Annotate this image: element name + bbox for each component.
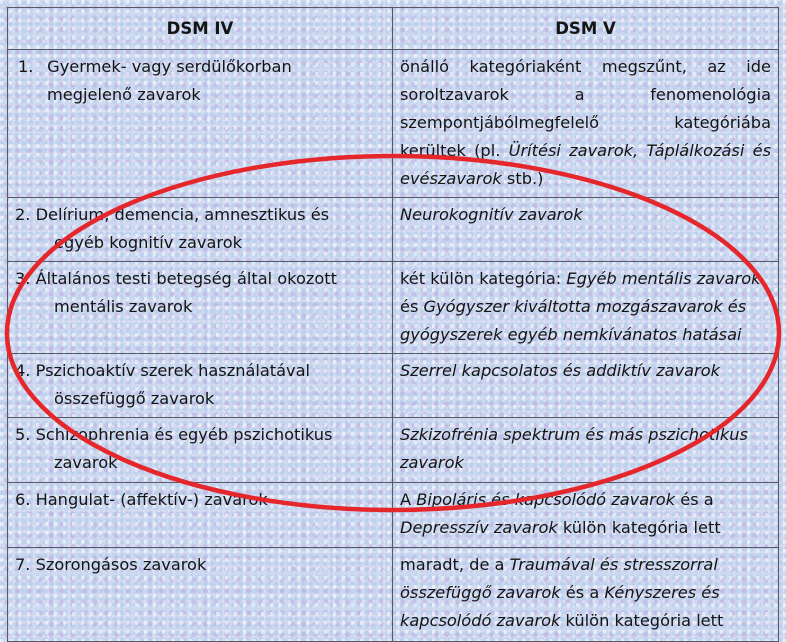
table-row (8, 262, 779, 354)
dsm-v-italic-text: Szerrel kapcsolatos és addiktív zavarok (400, 361, 720, 380)
dsm-v-cell (393, 262, 779, 354)
dsm-v-italic-text: Kényszeres és kapcsolódó zavarok (400, 583, 720, 630)
dsm-v-italic-text: Depresszív zavarok (400, 518, 558, 537)
dsm-iv-cell (8, 418, 393, 483)
dsm-v-italic-text: Ürítési zavarok, Táplálkozási és evészavarok (400, 141, 772, 188)
dsm-iv-cell (8, 483, 393, 548)
dsm-v-cell (393, 50, 779, 198)
dsm-v-italic-text: Szkizofrénia spektrum és más pszichotikus zavarok (400, 425, 748, 472)
table-row (8, 198, 779, 262)
dsm-v-italic-text: Traumával és stresszorral összefüggő zavarok (400, 555, 718, 602)
comparison-table (7, 7, 779, 642)
table-row (8, 354, 779, 418)
dsm-iv-text: összefüggő zavarok (54, 389, 215, 408)
dsm-iv-text: zavarok (54, 453, 118, 472)
dsm-v-italic-text: Neurokognitív zavarok (400, 205, 583, 224)
header-row (8, 8, 779, 50)
dsm-v-text: stb.) (501, 169, 544, 188)
dsm-v-text: és a (675, 490, 714, 509)
dsm-iv-text: Gyermek- vagy serdülőkorban (47, 57, 292, 76)
dsm-v-italic-text: Egyéb mentális zavarok (566, 269, 761, 288)
table-row (8, 483, 779, 548)
dsm-iv-cell (8, 262, 393, 354)
dsm-v-text: zavarok a fenomenológia szempontjából (400, 85, 771, 132)
dsm-iv-text: 4. Pszichoaktív szerek használatával (15, 361, 311, 380)
dsm-v-text: és (400, 297, 424, 316)
dsm-iv-cell (8, 50, 393, 198)
dsm-v-text: külön kategória lett (560, 611, 724, 630)
dsm-v-text: megfelelő kategóriába kerültek (pl. (400, 113, 771, 160)
dsm-v-text: két külön kategória: (400, 269, 567, 288)
dsm-iv-cell (8, 198, 393, 262)
header-dsm-v: DSM V (393, 8, 779, 50)
dsm-v-text: önálló kategóriaként megszűnt, az ide sorolt (400, 57, 771, 104)
dsm-v-cell (393, 418, 779, 483)
dsm-v-text: külön kategória lett (557, 518, 721, 537)
dsm-iv-text: megjelenő zavarok (47, 85, 201, 104)
dsm-iv-text: 3. Általános testi betegség által okozott (15, 269, 337, 288)
table-row (8, 418, 779, 483)
dsm-v-cell (393, 198, 779, 262)
dsm-v-text: és a (560, 583, 605, 602)
dsm-v-italic-text: Bipoláris és kapcsolódó zavarok (416, 490, 676, 509)
dsm-iv-text: 6. Hangulat- (affektív-) zavarok (15, 490, 268, 509)
dsm-iv-text: mentális zavarok (54, 297, 193, 316)
dsm-iv-cell (8, 548, 393, 642)
dsm-iv-text: 2. Delírium, demencia, amnesztikus és (15, 205, 330, 224)
row-number: 1. (18, 57, 34, 76)
dsm-v-text: A (400, 490, 417, 509)
table-row (8, 548, 779, 642)
dsm-iv-text: 5. Schizophrenia és egyéb pszichotikus (15, 425, 333, 444)
table-row (8, 50, 779, 198)
dsm-v-cell (393, 483, 779, 548)
dsm-iv-text: 7. Szorongásos zavarok (15, 555, 207, 574)
dsm-v-cell (393, 548, 779, 642)
dsm-v-cell (393, 354, 779, 418)
dsm-iv-cell (8, 354, 393, 418)
dsm-iv-text: egyéb kognitív zavarok (54, 233, 242, 252)
dsm-v-text: maradt, de a (400, 555, 510, 574)
header-dsm-iv: DSM IV (8, 8, 393, 50)
dsm-v-italic-text: Gyógyszer kiváltotta mozgászavarok és gyógyszerek egyéb nemkívánatos hatásai (400, 297, 747, 344)
